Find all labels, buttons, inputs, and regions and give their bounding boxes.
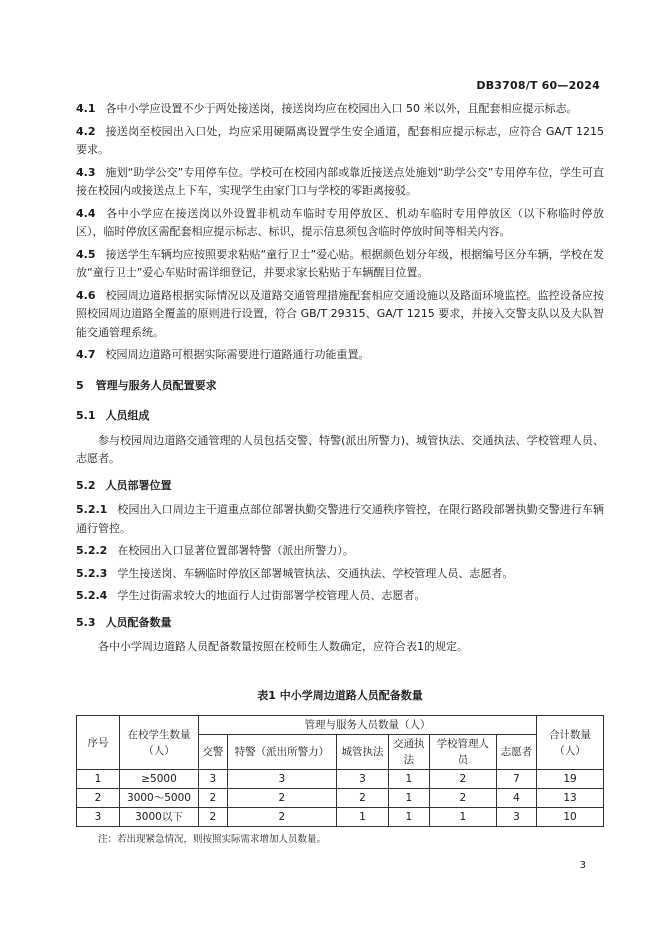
cell-total: 10 xyxy=(537,808,604,827)
header-school-staff: 学校管理人员 xyxy=(429,735,496,770)
section-title: 管理与服务人员配置要求 xyxy=(95,378,217,392)
cell-students: 3000以下 xyxy=(120,808,199,827)
cell-transport-enforcement: 1 xyxy=(388,789,429,808)
header-urban-management: 城管执法 xyxy=(337,735,389,770)
clause-4-7 xyxy=(76,346,604,365)
cell-seq: 1 xyxy=(77,770,120,789)
page-number: 3 xyxy=(579,860,586,871)
cell-school-staff: 2 xyxy=(429,770,496,789)
clause-number: 5.2.2 xyxy=(76,544,108,557)
subsection-5-2-heading xyxy=(76,477,604,496)
cell-traffic-police: 3 xyxy=(199,770,228,789)
clause-4-1 xyxy=(76,100,604,119)
document-code: DB3708/T 60—2024 xyxy=(476,79,600,92)
cell-special-police: 2 xyxy=(227,789,336,808)
subsection-title: 人员组成 xyxy=(105,409,150,422)
cell-school-staff: 1 xyxy=(429,808,496,827)
document-body xyxy=(76,100,604,850)
subsection-number: 5.3 xyxy=(76,615,96,629)
cell-students: 3000～5000 xyxy=(120,789,199,808)
section-number: 5 xyxy=(76,378,84,392)
section-4-items xyxy=(76,100,604,365)
clause-4-4 xyxy=(76,205,604,242)
table-header-row xyxy=(77,716,604,735)
clause-text: 各中小学应在接送岗以外设置非机动车临时专用停放区、机动车临时专用停放区（以下称临时停放区），临时停放区需配套相应提示标志、标识，提示信息须包含临时停放时间等相关内容。 xyxy=(76,206,604,238)
clause-4-6 xyxy=(76,287,604,343)
clause-5-2-3 xyxy=(76,565,604,584)
subsection-5-3-heading xyxy=(76,614,604,633)
clause-number: 5.2.1 xyxy=(76,503,108,516)
header-traffic-police: 交警 xyxy=(199,735,228,770)
clause-number: 4.5 xyxy=(76,247,96,261)
section-5-heading xyxy=(76,377,604,396)
subsection-number: 5.1 xyxy=(76,409,96,422)
clause-text: 校园周边道路根据实际情况以及道路交通管理措施配套相应交通设施以及路面环境监控。监控设备应按照校园周边道路全覆盖的原则进行设置，符合 GB/T 29315、GA/T 1215 要求，并接入交警支队以及大队智能交通管理系统。 xyxy=(76,288,604,339)
clause-5-2-2 xyxy=(76,542,604,561)
cell-urban-management: 2 xyxy=(337,789,389,808)
clause-number: 4.3 xyxy=(76,165,96,179)
cell-urban-management: 1 xyxy=(337,808,389,827)
cell-students: ≥5000 xyxy=(120,770,199,789)
subsection-title: 人员配备数量 xyxy=(105,615,172,629)
clause-text: 各中小学应设置不少于两处接送岗，接送岗均应在校园出入口 50 米以外，且配套相应提示标志。 xyxy=(105,102,578,115)
cell-special-police: 2 xyxy=(227,808,336,827)
cell-traffic-police: 2 xyxy=(199,789,228,808)
header-staff-group: 管理与服务人员数量（人） xyxy=(199,716,537,735)
cell-volunteers: 3 xyxy=(496,808,536,827)
cell-urban-management: 3 xyxy=(337,770,389,789)
clause-text: 接送学生车辆均应按照要求粘贴“童行卫士”爱心贴。根据颜色划分年级，根据编号区分车辆，学校在发放“童行卫士”爱心车贴时需详细登记，并要求家长粘贴于车辆醒目位置。 xyxy=(76,247,604,279)
cell-traffic-police: 2 xyxy=(199,808,228,827)
clause-text: 学生接送岗、车辆临时停放区部署城管执法、交通执法、学校管理人员、志愿者。 xyxy=(117,566,514,580)
cell-school-staff: 2 xyxy=(429,789,496,808)
header-seq: 序号 xyxy=(77,716,120,770)
subsection-number: 5.2 xyxy=(76,478,96,492)
header-students: 在校学生数量（人） xyxy=(120,716,199,770)
clause-number: 4.6 xyxy=(76,288,96,302)
cell-special-police: 3 xyxy=(227,770,336,789)
table-row xyxy=(77,808,604,827)
clause-number: 5.2.4 xyxy=(76,589,108,602)
cell-total: 13 xyxy=(537,789,604,808)
header-transport-enforcement: 交通执法 xyxy=(388,735,429,770)
cell-volunteers: 7 xyxy=(496,770,536,789)
table-note: 注：若出现紧急情况，则按照实际需求增加人员数量。 xyxy=(98,834,327,845)
subsection-title: 人员部署位置 xyxy=(105,478,172,492)
clause-text: 接送岗至校园出入口处，均应采用硬隔离设置学生安全通道，配套相应提示标志，应符合 GA/T 1215 要求。 xyxy=(76,124,604,156)
cell-seq: 3 xyxy=(77,808,120,827)
clause-4-3 xyxy=(76,164,604,201)
clause-number: 4.4 xyxy=(76,206,96,220)
staffing-table xyxy=(76,715,604,827)
subsection-5-1-heading xyxy=(76,407,604,426)
header-total: 合计数量（人） xyxy=(537,716,604,770)
subsection-5-1-text: 参与校园周边道路交通管理的人员包括交警、特警(派出所警力)、城管执法、交通执法、学校管理人员、志愿者。 xyxy=(76,433,604,465)
subsection-5-3-text: 各中小学周边道路人员配备数量按照在校师生人数确定，应符合表1的规定。 xyxy=(98,640,468,653)
clause-number: 4.2 xyxy=(76,124,96,138)
table-row xyxy=(77,789,604,808)
clause-number: 5.2.3 xyxy=(76,566,108,580)
cell-transport-enforcement: 1 xyxy=(388,808,429,827)
cell-seq: 2 xyxy=(77,789,120,808)
clause-text: 在校园出入口显著位置部署特警（派出所警力）。 xyxy=(117,544,354,557)
clause-5-2-1 xyxy=(76,501,604,538)
cell-total: 19 xyxy=(537,770,604,789)
clause-text: 校园出入口周边主干道重点部位部署执勤交警进行交通秩序管控，在限行路段部署执勤交警进行车辆通行管控。 xyxy=(76,503,604,535)
cell-transport-enforcement: 1 xyxy=(388,770,429,789)
header-volunteers: 志愿者 xyxy=(496,735,536,770)
clause-4-2 xyxy=(76,123,604,160)
header-special-police: 特警（派出所警力） xyxy=(227,735,336,770)
clause-5-2-4 xyxy=(76,587,604,606)
clause-text: 施划“助学公交”专用停车位。学校可在校园内部或靠近接送点处施划“助学公交”专用停车位，学生可直接在校园内或接送点上下车，实现学生由家门口与学校的零距离接驳。 xyxy=(76,165,604,197)
clause-number: 4.1 xyxy=(76,102,96,115)
clause-text: 学生过街需求较大的地面行人过街部署学校管理人员、志愿者。 xyxy=(117,589,426,602)
clause-text: 校园周边道路可根据实际需要进行道路通行功能重置。 xyxy=(105,348,370,361)
table-row xyxy=(77,770,604,789)
cell-volunteers: 4 xyxy=(496,789,536,808)
clause-number: 4.7 xyxy=(76,348,96,361)
clause-4-5 xyxy=(76,246,604,283)
table-title: 表1 中小学周边道路人员配备数量 xyxy=(257,688,423,702)
